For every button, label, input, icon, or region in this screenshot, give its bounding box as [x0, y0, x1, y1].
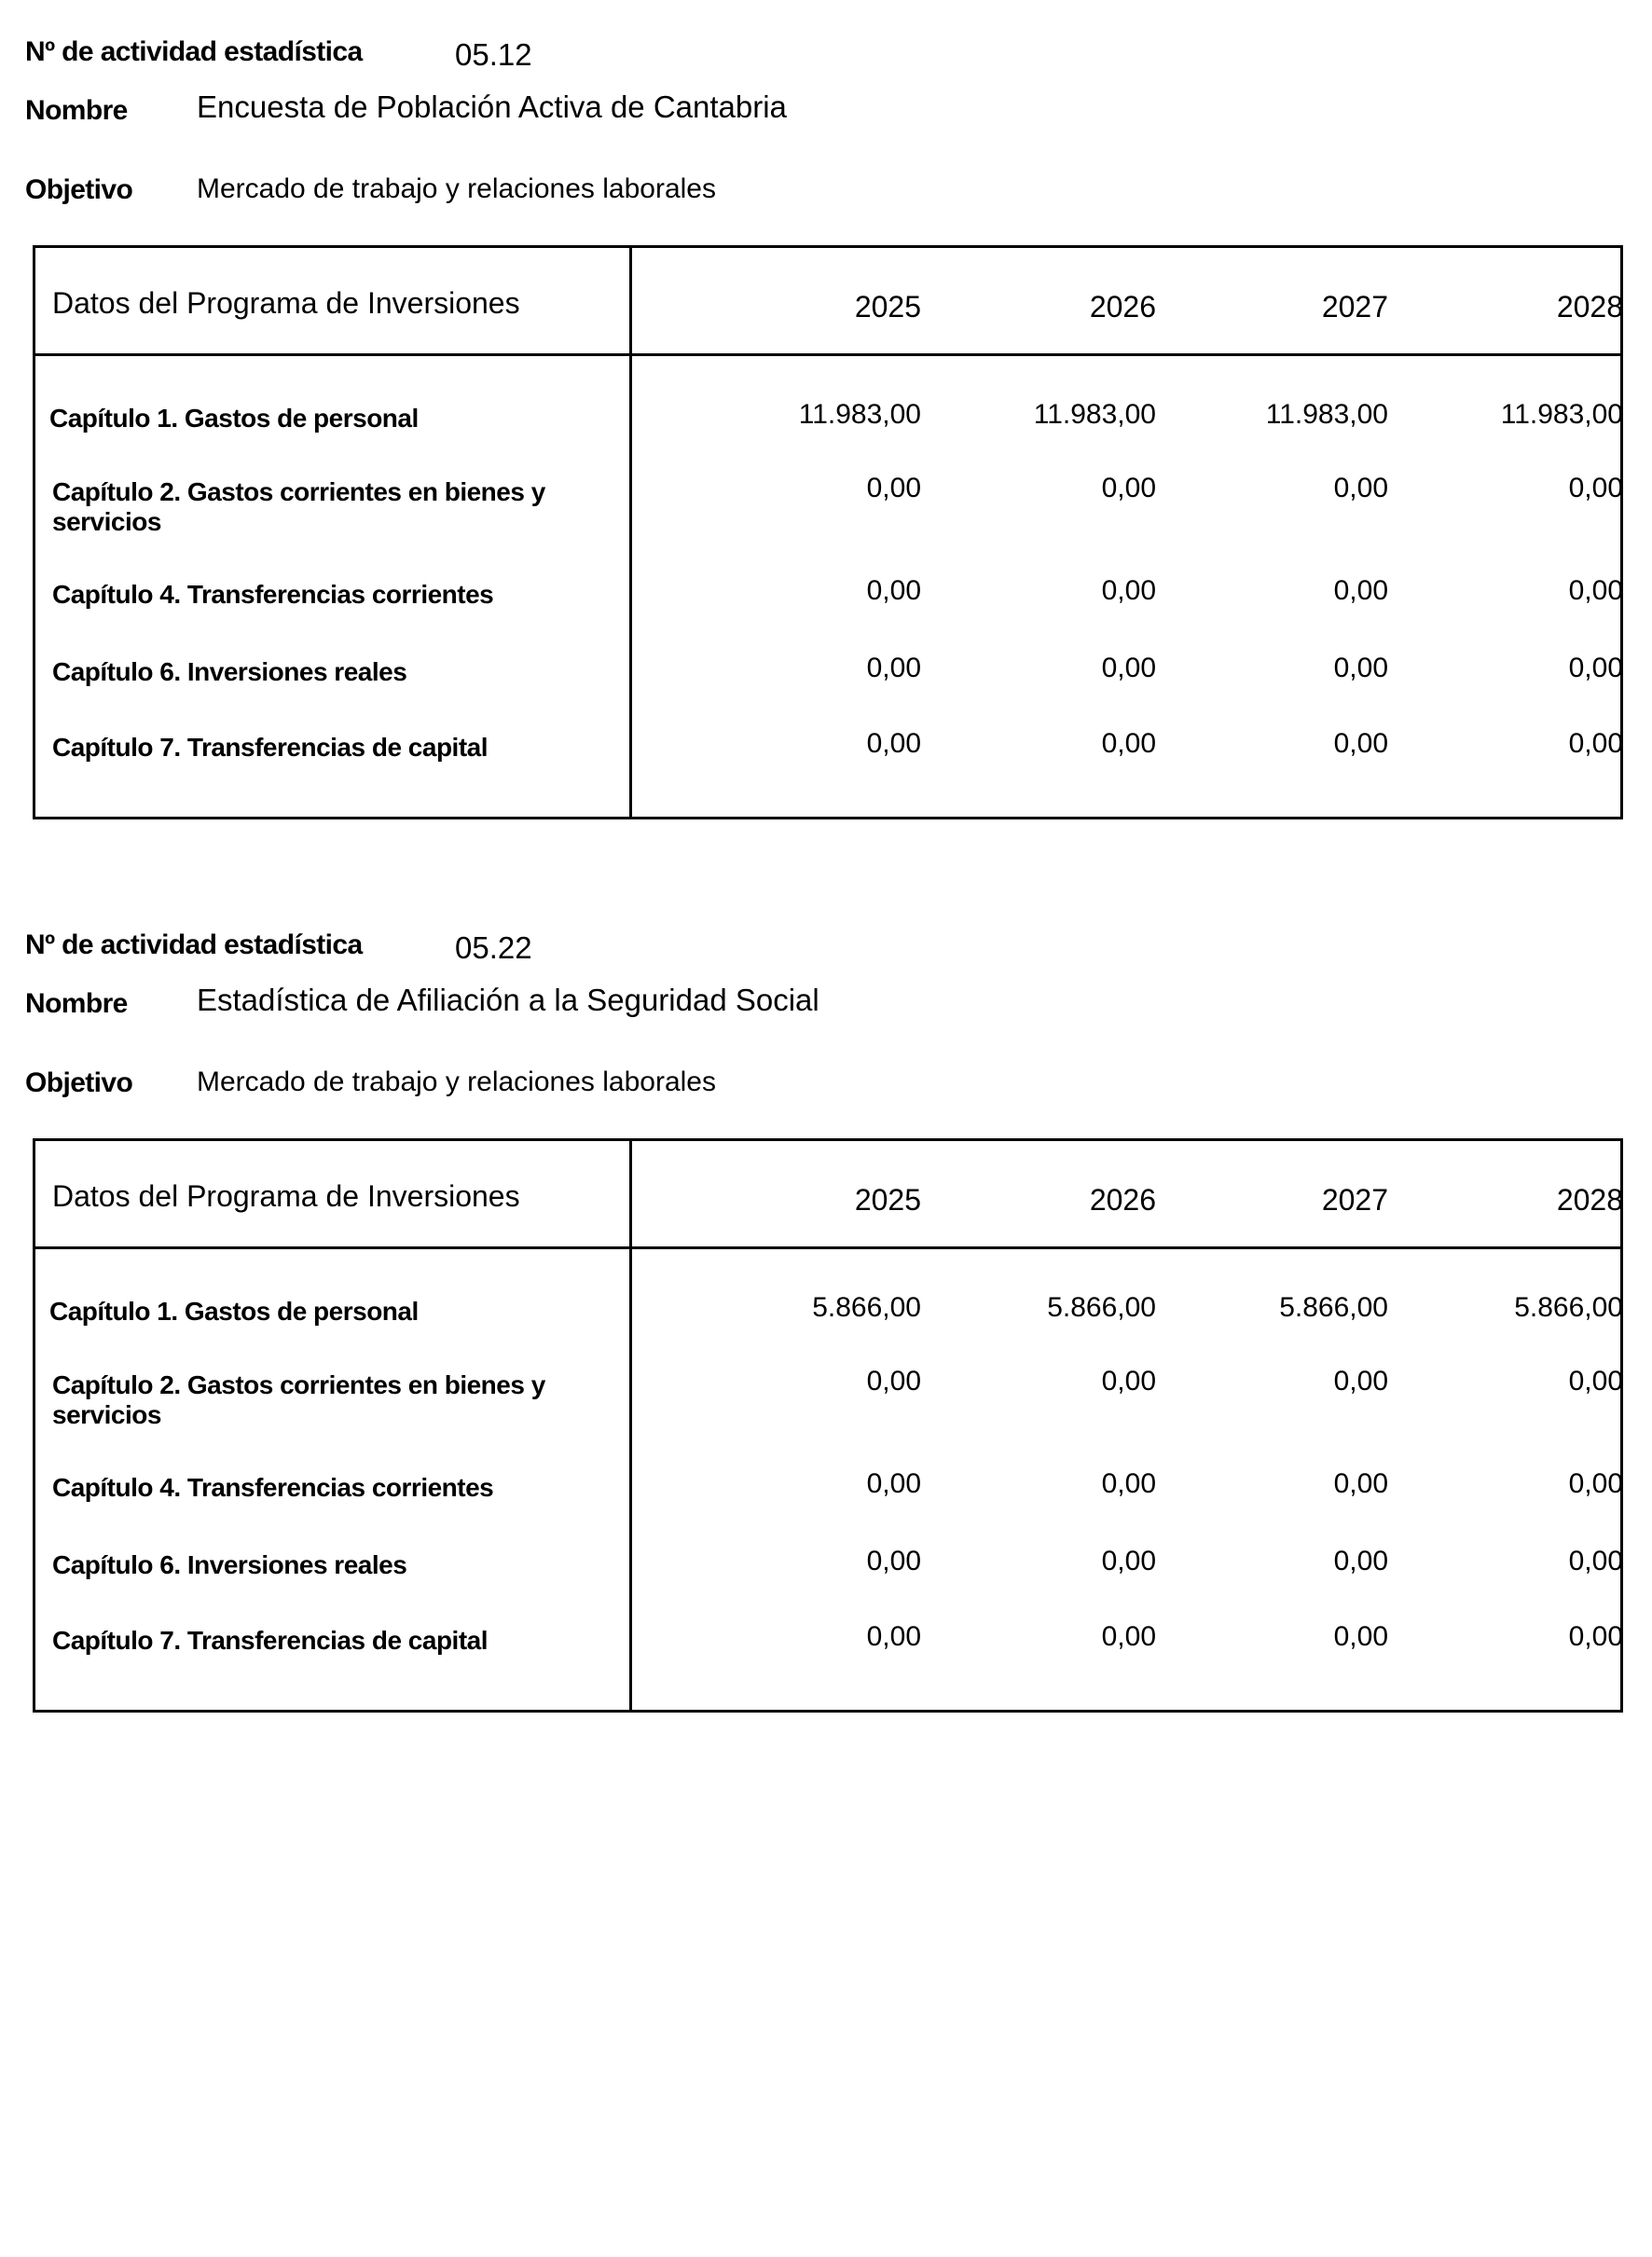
year-header-2025: 2025 — [854, 290, 921, 323]
row-value: 0,00 — [1568, 728, 1623, 759]
header-divider — [35, 1246, 1620, 1249]
row-value: 0,00 — [1568, 575, 1623, 606]
row-label: Capítulo 7. Transferencias de capital — [52, 733, 489, 762]
row-label: Capítulo 1. Gastos de personal — [49, 1297, 419, 1326]
row-label: Capítulo 2. Gastos corrientes en bienes y servicios — [52, 477, 545, 537]
row-value: 0,00 — [1568, 1366, 1623, 1397]
row-value: 0,00 — [1333, 1546, 1388, 1576]
year-header-2026: 2026 — [1089, 1183, 1156, 1217]
header-divider — [35, 353, 1620, 356]
activity-number-value: 05.12 — [455, 37, 532, 72]
year-header-2025: 2025 — [854, 1183, 921, 1217]
row-value: 0,00 — [1101, 473, 1156, 503]
row-value: 11.983,00 — [1265, 399, 1388, 430]
activity-section — [0, 0, 1652, 839]
activity-section — [0, 893, 1652, 1732]
row-value: 0,00 — [1101, 1468, 1156, 1499]
activity-name-value: Estadística de Afiliación a la Seguridad Social — [197, 983, 819, 1017]
row-value: 0,00 — [1101, 653, 1156, 683]
row-value: 0,00 — [1568, 1468, 1623, 1499]
row-label: Capítulo 6. Inversiones reales — [52, 1550, 407, 1579]
activity-name-label: Nombre — [25, 988, 128, 1019]
column-divider — [629, 248, 632, 817]
row-value: 5.866,00 — [1514, 1292, 1623, 1323]
row-value: 0,00 — [1333, 1468, 1388, 1499]
row-value: 0,00 — [866, 473, 921, 503]
row-value: 5.866,00 — [1047, 1292, 1156, 1323]
row-value: 0,00 — [1101, 575, 1156, 606]
row-value: 0,00 — [1568, 473, 1623, 503]
activity-name-value: Encuesta de Población Activa de Cantabria — [197, 89, 787, 124]
row-label: Capítulo 4. Transferencias corrientes — [52, 1473, 494, 1502]
row-value: 0,00 — [1101, 728, 1156, 759]
row-value: 0,00 — [1333, 653, 1388, 683]
row-value: 0,00 — [1333, 728, 1388, 759]
activity-objective-label: Objetivo — [25, 174, 133, 205]
row-value: 0,00 — [866, 1621, 921, 1652]
year-header-2028: 2028 — [1556, 1183, 1623, 1217]
row-value: 0,00 — [1568, 1546, 1623, 1576]
year-header-2028: 2028 — [1556, 290, 1623, 323]
year-header-2026: 2026 — [1089, 290, 1156, 323]
row-value: 0,00 — [1101, 1546, 1156, 1576]
row-value: 0,00 — [866, 1546, 921, 1576]
activity-objective-value: Mercado de trabajo y relaciones laborales — [197, 1067, 716, 1097]
activity-objective-label: Objetivo — [25, 1067, 133, 1098]
row-value: 0,00 — [1101, 1366, 1156, 1397]
row-value: 11.983,00 — [1500, 399, 1623, 430]
investment-table — [33, 245, 1623, 819]
row-value: 0,00 — [1333, 575, 1388, 606]
row-value: 5.866,00 — [1279, 1292, 1388, 1323]
row-value: 0,00 — [866, 728, 921, 759]
activity-number-value: 05.22 — [455, 930, 532, 965]
row-value: 0,00 — [866, 575, 921, 606]
row-value: 5.866,00 — [812, 1292, 921, 1323]
activity-objective-value: Mercado de trabajo y relaciones laborales — [197, 173, 716, 204]
investment-table — [33, 1138, 1623, 1713]
row-label: Capítulo 1. Gastos de personal — [49, 404, 419, 433]
row-label: Capítulo 7. Transferencias de capital — [52, 1626, 489, 1655]
table-header-title: Datos del Programa de Inversiones — [52, 1179, 520, 1213]
row-value: 0,00 — [866, 1366, 921, 1397]
column-divider — [629, 1141, 632, 1710]
row-value: 0,00 — [1568, 653, 1623, 683]
table-header-title: Datos del Programa de Inversiones — [52, 286, 520, 320]
row-value: 0,00 — [866, 1468, 921, 1499]
row-value: 0,00 — [1333, 1366, 1388, 1397]
row-value: 0,00 — [1101, 1621, 1156, 1652]
activity-number-label: Nº de actividad estadística — [25, 929, 363, 960]
row-value: 11.983,00 — [798, 399, 921, 430]
row-value: 0,00 — [866, 653, 921, 683]
row-value: 11.983,00 — [1033, 399, 1156, 430]
row-label: Capítulo 6. Inversiones reales — [52, 657, 407, 686]
activity-number-label: Nº de actividad estadística — [25, 36, 363, 67]
activity-name-label: Nombre — [25, 95, 128, 126]
row-value: 0,00 — [1333, 473, 1388, 503]
year-header-2027: 2027 — [1321, 290, 1388, 323]
row-label: Capítulo 4. Transferencias corrientes — [52, 580, 494, 609]
year-header-2027: 2027 — [1321, 1183, 1388, 1217]
row-value: 0,00 — [1568, 1621, 1623, 1652]
row-value: 0,00 — [1333, 1621, 1388, 1652]
row-label: Capítulo 2. Gastos corrientes en bienes y servicios — [52, 1370, 545, 1430]
